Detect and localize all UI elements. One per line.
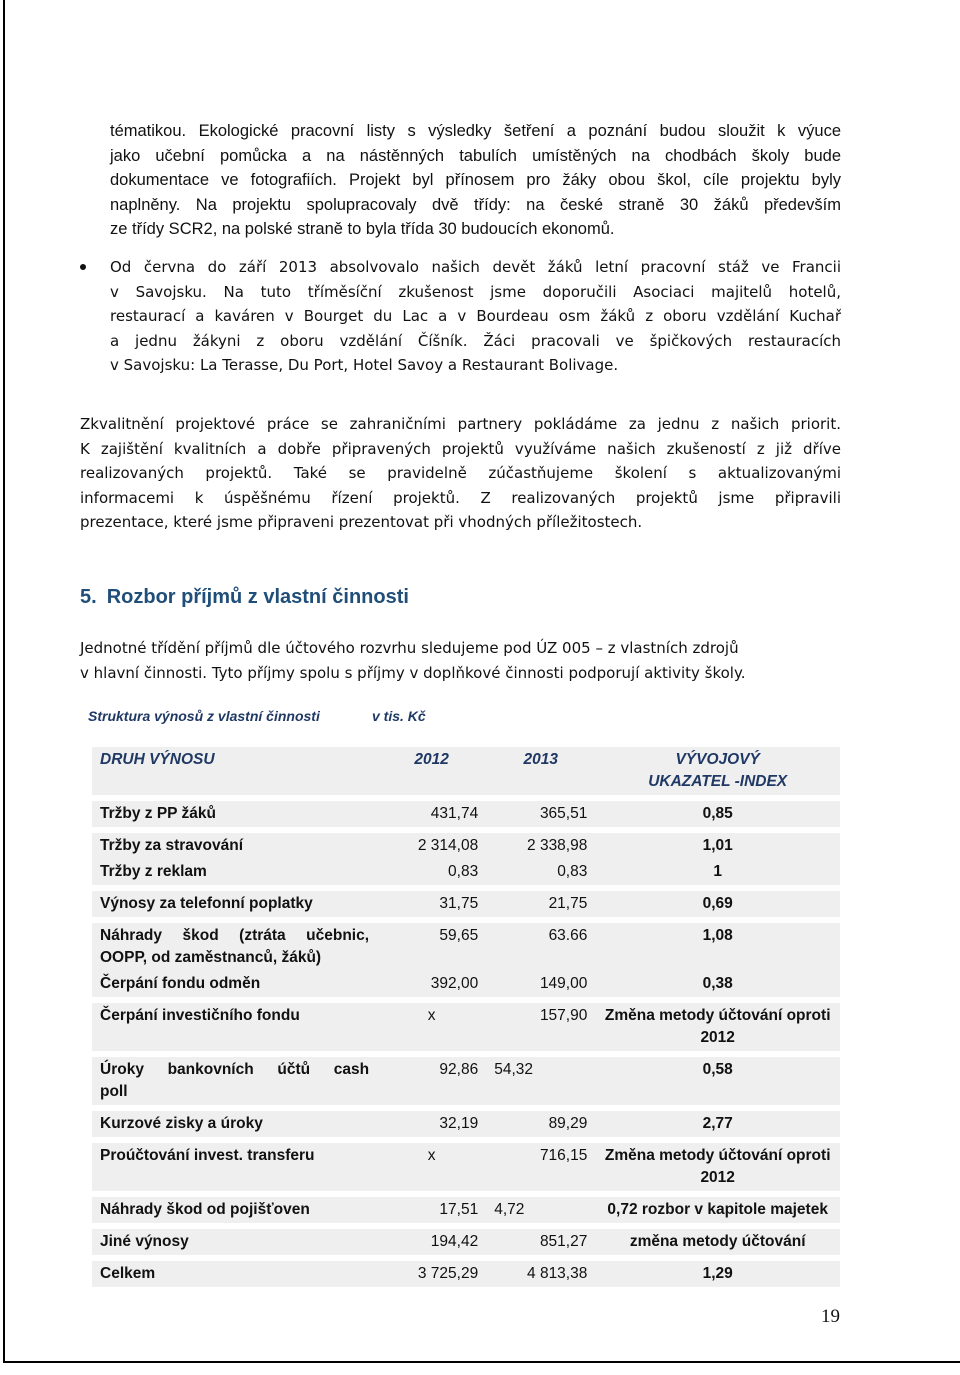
row-name: Tržby z PP žáků [92, 801, 377, 827]
bullet-dot-icon [80, 264, 86, 270]
header-type: DRUH VÝNOSU [92, 747, 377, 795]
revenue-table [92, 747, 840, 1287]
text-line: Jednotné třídění příjmů dle účtového rozvrhu sledujeme pod ÚZ 005 – z vlastních zdrojů [80, 639, 739, 657]
page-frame-bottom-border [3, 1361, 960, 1363]
row-index-line1: Změna metody účtování oproti [604, 1147, 831, 1164]
header-2012: 2012 [377, 747, 486, 795]
row-index: 0,72 rozbor v kapitole majetek [595, 1197, 840, 1223]
row-index: 0,38 [595, 971, 840, 997]
row-index: 1,01 [595, 833, 840, 859]
row-index: změna metody účtování [595, 1229, 840, 1255]
text-line: naplněny. Na projektu spolupracovaly dvě třídy: na české straně 30 žáků především [110, 195, 841, 214]
row-2013: 4 813,38 [486, 1261, 595, 1287]
row-index-line2: 2012 [700, 1169, 735, 1186]
text-line: v Savojsku: La Terasse, Du Port, Hotel Savoy a Restaurant Bolivage. [110, 356, 619, 374]
row-name [92, 1057, 377, 1105]
row-2013: 2 338,98 [486, 833, 595, 859]
section-title: Rozbor příjmů z vlastní činnosti [106, 586, 409, 608]
row-2012: x [377, 1143, 486, 1191]
row-2013: 0,83 [486, 859, 595, 885]
row-index-line1: Změna metody účtování oproti [604, 1007, 831, 1024]
text-line: informacemi k úspěšnému řízení projektů. Z realizovaných projektů jsme připravili [80, 488, 841, 507]
table-row [92, 1229, 840, 1255]
page-frame-left-border [3, 0, 5, 1363]
row-2012: 32,19 [377, 1111, 486, 1137]
row-name: Kurzové zisky a úroky [92, 1111, 377, 1137]
row-index: 1,08 [595, 923, 840, 971]
text-line: ze třídy SCR2, na polské straně to byla třída 30 budoucích ekonomů. [110, 220, 615, 238]
page-number: 19 [821, 1306, 840, 1327]
row-2013: 716,15 [486, 1143, 595, 1191]
table-row [92, 1003, 840, 1051]
row-name: Tržby z reklam [92, 859, 377, 885]
row-2012: 2 314,08 [377, 833, 486, 859]
row-index: 1,29 [595, 1261, 840, 1287]
row-name [92, 923, 377, 971]
text-line: dokumentace ve fotografiích. Projekt byl přínosem pro žáky obou škol, cíle projektu byly [110, 171, 841, 189]
table-row [92, 1111, 840, 1137]
table-row [92, 1057, 840, 1105]
table-row [92, 923, 840, 971]
table-row [92, 1143, 840, 1191]
row-index: 0,69 [595, 891, 840, 917]
row-2013: 365,51 [486, 801, 595, 827]
row-2012: 17,51 [377, 1197, 486, 1223]
row-index: 0,85 [595, 801, 840, 827]
row-name: Jiné výnosy [92, 1229, 377, 1255]
text-line: restaurací a kaváren v Bourget du Lac a v Bourdeau osm žáků z oboru vzdělání Kuchař [110, 307, 841, 325]
text-line: Zkvalitnění projektové práce se zahraničními partnery pokládáme za jednu z našich priorit. [80, 415, 841, 433]
table-row [92, 971, 840, 997]
row-name: Tržby za stravování [92, 833, 377, 859]
header-2013: 2013 [486, 747, 595, 795]
row-2013: 157,90 [486, 1003, 595, 1051]
row-2013: 63.66 [486, 923, 595, 971]
row-name: Čerpání fondu odměn [92, 971, 377, 997]
row-2012: 59,65 [377, 923, 486, 971]
row-2013: 4,72 [486, 1197, 595, 1223]
row-2012: 3 725,29 [377, 1261, 486, 1287]
section-number: 5. [80, 586, 97, 608]
row-2013: 54,32 [486, 1057, 595, 1105]
text-line: tématikou. Ekologické pracovní listy s výsledky šetření a poznání budou sloužit k výuce [110, 122, 841, 140]
row-index: 1 [595, 859, 840, 885]
row-index [595, 1003, 840, 1051]
row-2013: 21,75 [486, 891, 595, 917]
row-2012: 31,75 [377, 891, 486, 917]
table-caption-unit: v tis. Kč [372, 708, 426, 724]
row-2012: 194,42 [377, 1229, 486, 1255]
row-name: Čerpání investičního fondu [92, 1003, 377, 1051]
row-index-line2: 2012 [700, 1029, 735, 1046]
section-paragraph [80, 636, 841, 685]
table-row [92, 859, 840, 885]
text-line: realizovaných projektů. Také se pravidelně zúčastňujeme školení s aktualizovanými [80, 464, 841, 482]
section-heading [80, 586, 409, 609]
table-row [92, 801, 840, 827]
text-line: v hlavní činnosti. Tyto příjmy spolu s příjmy v doplňkové činnosti podporují aktivity školy. [80, 663, 746, 682]
row-2012: 92,86 [377, 1057, 486, 1105]
text-line: K zajištění kvalitních a dobře připravených projektů využíváme našich zkušeností z již dříve [80, 439, 841, 458]
row-name: Náhrady škod od pojišťoven [92, 1197, 377, 1223]
row-2012: 0,83 [377, 859, 486, 885]
text-line: Od června do září 2013 absolvovalo našich devět žáků letní pracovní stáž ve Francii [110, 258, 841, 276]
row-name: Celkem [92, 1261, 377, 1287]
header-index-line1: VÝVOJOVÝ [675, 751, 760, 768]
quality-paragraph [80, 412, 841, 535]
table-row [92, 1197, 840, 1223]
table-row [92, 891, 840, 917]
text-line: jako učební pomůcka a na nástěnných tabulích umístěných na chodbách školy bude [110, 146, 841, 165]
row-name-line1: Náhrady škod (ztráta učebnic, [100, 927, 370, 944]
text-line: v Savojsku. Na tuto tříměsíční zkušenost jsme doporučili Asociaci majitelů hotelů, [110, 282, 841, 301]
table-row [92, 833, 840, 859]
row-index: 2,77 [595, 1111, 840, 1137]
table-row [92, 1261, 840, 1287]
text-line: prezentace, které jsme připraveni prezentovat při vhodných příležitostech. [80, 513, 643, 531]
table-caption-title: Struktura výnosů z vlastní činnosti [88, 708, 320, 724]
row-name-line2: OOPP, od zaměstnanců, žáků) [100, 949, 322, 966]
row-name-line1: Úroky bankovních účtů cash [100, 1061, 370, 1078]
row-2012: 392,00 [377, 971, 486, 997]
text-line: a jednu žákyni z oboru vzdělání Číšník. Žáci pracovali ve špičkových restauracích [110, 331, 841, 350]
header-index [595, 747, 840, 795]
row-2012: 431,74 [377, 801, 486, 827]
row-2013: 851,27 [486, 1229, 595, 1255]
row-2013: 149,00 [486, 971, 595, 997]
row-index [595, 1143, 840, 1191]
bullet-paragraph [110, 255, 841, 378]
row-index: 0,58 [595, 1057, 840, 1105]
row-name: Proúčtování invest. transferu [92, 1143, 377, 1191]
row-name-line2: poll [100, 1083, 128, 1100]
header-index-line2: UKAZATEL -INDEX [648, 773, 788, 790]
table-header-row [92, 747, 840, 795]
row-2012: x [377, 1003, 486, 1051]
intro-paragraph [110, 119, 841, 242]
row-name: Výnosy za telefonní poplatky [92, 891, 377, 917]
row-2013: 89,29 [486, 1111, 595, 1137]
